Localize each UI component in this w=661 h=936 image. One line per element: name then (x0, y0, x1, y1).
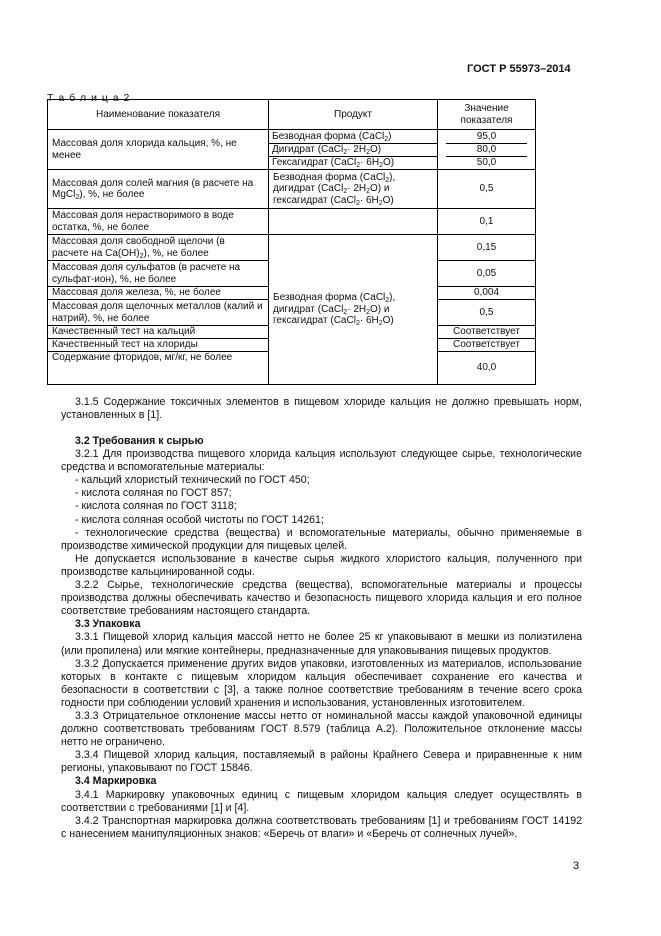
table-cell: 40,0 (438, 352, 536, 385)
row-name: Качественный тест на кальций (48, 326, 269, 339)
heading-3-3: 3.3 Упаковка (75, 618, 141, 631)
product-hexahydrate: Гексагидрат (CaCl$_2$· $6H_2O$) (272, 156, 395, 169)
page-number: 3 (573, 860, 580, 872)
row-name: Массовая доля щелочных металлов (калий и натрий), %, не более (48, 300, 269, 326)
list-item: - кислота соляная по ГОСТ 3118; (75, 500, 237, 513)
list-item: - кислота соляная по ГОСТ 857; (75, 487, 232, 500)
table-header-row (48, 100, 536, 130)
paragraph-3-3-1: 3.3.1 Пищевой хлорид кальция массой нетто не более 25 кг упаковывают в мешки из полиэтилена (или пропилена) или мягкие контейнеры, предназначенные для упаковывания пищевых продуктов. (61, 631, 582, 657)
table-cell: 0,15 (438, 235, 536, 261)
paragraph-3-4-1: 3.4.1 Маркировку упаковочных единиц с пищевым хлоридом кальция следует осуществлять в соответствии с требованиями [1] и [4]. (61, 788, 582, 814)
list-item: - кальций хлористый технический по ГОСТ 450; (75, 474, 310, 487)
row-name: Массовая доля сульфатов (в расчете на сульфат-ион), %, не более (48, 261, 269, 287)
paragraph-3-3-2: 3.3.2 Допускается применение других видов упаковки, изготовленных из материалов, использование которых в контакте с пищевым хлоридом кальция обеспечивает сохранение его качества и безопасности в соответствии с [3], а также полное соответствие требованиям в течение всего срока годности при соблюдении условий хранения и использования, установленных изготовителем. (61, 657, 582, 709)
table-cell: 0,004 (438, 287, 536, 300)
table-row (48, 235, 536, 261)
table-cell: 0,5 (438, 300, 536, 326)
list-item: - технологические средства (вещества) и вспомогательные материалы, обычно применяемые в производстве химической продукции для пищевых целей. (61, 526, 582, 552)
section-32-34 (61, 435, 582, 841)
header-product: Продукт (269, 100, 438, 130)
paragraph-3-4-2: 3.4.2 Транспортная маркировка должна соответствовать требованиям [1] и требованиям ГОСТ 14192 с нанесением манипуляционных знаков: «Беречь от влаги» и «Беречь от солнечных лучей». (61, 814, 582, 840)
table-cell: Соответствует (438, 326, 536, 339)
table-cell: 0,05 (438, 261, 536, 287)
paragraph-3-2-2: 3.2.2 Сырье, технологические средства (вещества), вспомогательные материалы и процессы производства должны обеспечивать качество и безопасность пищевого хлорида кальция и его полное соответствие требованиям настоящего стандарта. (61, 579, 582, 618)
paragraph-3-3-3: 3.3.3 Отрицательное отклонение массы нетто от номинальной массы каждой упаковочной единицы должно соответствовать требованиям ГОСТ 8.579 (таблица А.2). Положительное отклонение массы нетто не ограничено. (61, 709, 582, 749)
table-cell: Соответствует (438, 339, 536, 352)
header-value: Значение показателя (438, 100, 536, 130)
table-cell: 50,0 (476, 156, 497, 168)
product-all-forms: Безводная форма (CaCl$_2$), дигидрат (CaCl$_2$· $2H_2O$) и гексагидрат (CaCl$_2$· $6H_2O$) (269, 170, 438, 209)
product-all-forms: Безводная форма (CaCl$_2$), дигидрат (CaCl$_2$· $2H_2O$) и гексагидрат (CaCl$_2$· $6H_2O$) (269, 235, 438, 385)
product-anhydrous: Безводная форма (CaCl$_2$) (269, 131, 437, 144)
paragraph-3-3-4: 3.3.4 Пищевой хлорид кальция, поставляемый в районы Крайнего Севера и приравненные к ним регионы, упаковывают по ГОСТ 15846. (61, 749, 582, 775)
heading-3-4: 3.4 Маркировка (75, 775, 157, 788)
table-row (48, 209, 536, 235)
product-forms (269, 130, 438, 170)
product-empty (269, 209, 438, 235)
table-row (48, 170, 536, 209)
product-dihydrate: Дигидрат (CaCl$_2$· $2H_2O$) (269, 144, 437, 157)
section-315 (61, 396, 582, 422)
row-name: Содержание фторидов, мг/кг, не более (48, 352, 269, 385)
table-cell: 80,0 (446, 144, 527, 157)
table-cell: 95,0 (446, 131, 527, 144)
specification-table (47, 99, 536, 385)
table-cell: 0,5 (438, 170, 536, 209)
table-caption: Т а б л и ц а 2 (47, 92, 131, 104)
row-name: Качественный тест на хлориды (48, 339, 269, 352)
row-name: Массовая доля железа, %, не более (48, 287, 269, 300)
row-name: Массовая доля свободной щелочи (в расчете на $Ca(OH)_2$), %, не более (48, 235, 269, 261)
document-code: ГОСТ Р 55973–2014 (467, 63, 571, 75)
row-name: Массовая доля солей магния (в расчете на MgCl$_2$), %, не более (48, 170, 269, 209)
value-cells (438, 130, 536, 170)
paragraph-3-2-1: 3.2.1 Для производства пищевого хлорида кальция используют следующее сырье, технологические средства и вспомогательные материалы: (61, 448, 582, 474)
table-cell: 0,1 (438, 209, 536, 235)
row-name: Массовая доля нерастворимого в воде остатка, %, не более (48, 209, 269, 235)
heading-3-2: 3.2 Требования к сырью (75, 435, 204, 447)
row-name: Массовая доля хлорида кальция, %, не менее (48, 130, 269, 170)
list-item: - кислота соляная особой чистоты по ГОСТ 14261; (75, 513, 324, 526)
paragraph-3-1-5: 3.1.5 Содержание токсичных элементов в пищевом хлориде кальция не должно превышать норм, установленных в [1]. (61, 396, 582, 422)
header-indicator: Наименование показателя (48, 100, 269, 130)
table-row (48, 130, 536, 170)
paragraph-prohibition: Не допускается использование в качестве сырья жидкого хлористого кальция, полученного при производстве кальцинированной соды. (61, 552, 582, 578)
